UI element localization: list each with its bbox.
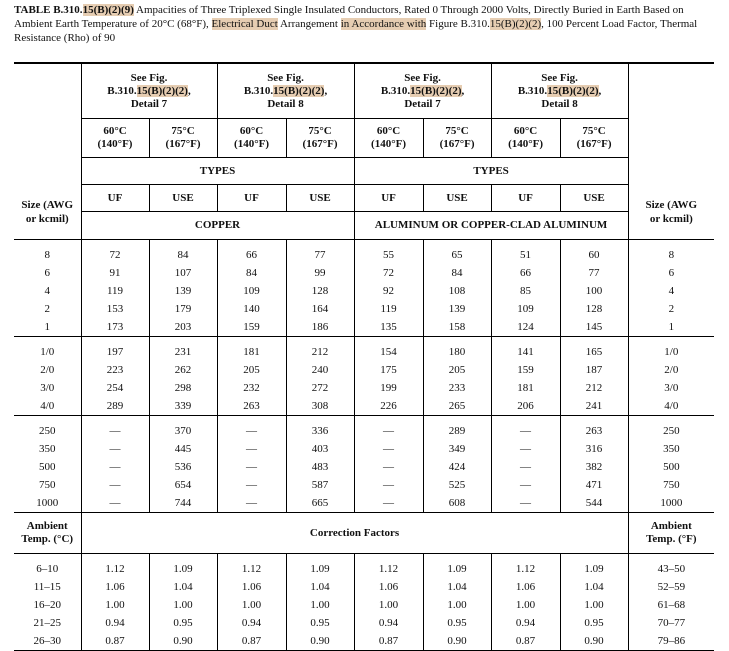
ampacity-cell: 212 xyxy=(560,379,628,397)
ampacity-cell: 1.09 xyxy=(560,560,628,578)
ampacity-cell: 0.94 xyxy=(354,614,423,632)
size-cell: 79–86 xyxy=(628,632,714,651)
size-cell: 61–68 xyxy=(657,598,686,611)
ampacity-cell: 206 xyxy=(491,397,560,416)
table-row xyxy=(14,246,714,264)
ampacity-cell: 349 xyxy=(423,440,491,458)
size-cell: 26–30 xyxy=(14,632,81,651)
ampacity-cell: 205 xyxy=(423,361,491,379)
ampacity-cell: 72 xyxy=(354,264,423,282)
header-blank xyxy=(628,63,714,119)
ampacity-cell: 66 xyxy=(217,246,286,264)
ampacity-cell: 51 xyxy=(491,246,560,264)
table-row xyxy=(14,300,714,318)
ampacity-cell: 84 xyxy=(423,264,491,282)
ampacity-cell: 1.00 xyxy=(286,596,354,614)
size-header-right: Size (AWG or kcmil) xyxy=(645,198,698,225)
table-row xyxy=(14,318,714,337)
table-number: TABLE B.310.15(B)(2)(9) xyxy=(14,4,134,16)
correction-factors-header: Correction Factors xyxy=(81,513,628,554)
ampacity-cell: 145 xyxy=(560,318,628,337)
ampacity-cell: 263 xyxy=(560,422,628,440)
ampacity-cell: 139 xyxy=(149,282,217,300)
ampacity-cell: 0.95 xyxy=(286,614,354,632)
ampacity-cell: — xyxy=(81,440,149,458)
ampacity-cell: 1.04 xyxy=(560,578,628,596)
ampacity-cell: 0.95 xyxy=(149,614,217,632)
table-row xyxy=(14,361,714,379)
ampacity-cell: — xyxy=(354,494,423,513)
ampacity-cell: 1.00 xyxy=(423,596,491,614)
ambient-right-2: Temp. (°F) xyxy=(646,533,697,545)
ampacity-cell: — xyxy=(354,440,423,458)
ampacity-cell: 1.04 xyxy=(423,578,491,596)
size-cell: 4/0 xyxy=(40,399,55,412)
ampacity-cell: — xyxy=(217,494,286,513)
ampacity-cell: 298 xyxy=(149,379,217,397)
ampacity-cell: 0.87 xyxy=(217,632,286,651)
type-uf: UF xyxy=(491,185,560,212)
fig-header: See Fig. B.310.15(B)(2)(2), Detail 7 xyxy=(354,63,491,119)
ampacity-cell: 197 xyxy=(81,343,149,361)
ampacity-cell: 175 xyxy=(354,361,423,379)
ampacity-cell: — xyxy=(354,422,423,440)
table-row xyxy=(14,264,714,282)
size-cell: 500 xyxy=(663,460,680,473)
highlight: Electrical Duct xyxy=(211,18,278,30)
ampacity-cell: — xyxy=(217,476,286,494)
ampacity-cell: — xyxy=(491,422,560,440)
ampacity-cell: — xyxy=(491,440,560,458)
size-cell: 1000 xyxy=(660,496,683,509)
size-cell: 750 xyxy=(663,478,680,491)
ampacity-cell: 1.00 xyxy=(217,596,286,614)
correction-row xyxy=(14,614,714,632)
ampacity-cell: — xyxy=(217,422,286,440)
ampacity-cell: — xyxy=(81,422,149,440)
size-cell: 1/0 xyxy=(40,345,55,358)
ampacity-cell: 0.95 xyxy=(560,614,628,632)
size-cell: 1 xyxy=(668,320,675,333)
size-cell: 350 xyxy=(39,442,56,455)
ampacity-cell: 0.87 xyxy=(491,632,560,651)
ampacity-cell: 544 xyxy=(560,494,628,513)
ampacity-cell: 203 xyxy=(149,318,217,337)
ampacity-cell: 289 xyxy=(81,397,149,416)
ampacity-cell: 471 xyxy=(560,476,628,494)
temp-header: 60°C (140°F) xyxy=(81,119,149,158)
table-caption: TABLE B.310.15(B)(2)(9) Ampacities of Three Triplexed Single Insulated Conductors, Rated 0 Through 2000 Volts, Directly Buried in Earth Based on Ambient Earth Temperature of 20°C (68°F), Electrical Duct Arrangement in Accordance with Figure B.310.15(B)(2)(2), 100 Percent Load Factor, Thermal Resistance (Rho) of 90 xyxy=(14,4,698,44)
ampacity-cell: 119 xyxy=(81,282,149,300)
ampacity-cell: 141 xyxy=(491,343,560,361)
ampacity-cell: 1.12 xyxy=(81,560,149,578)
table-row xyxy=(14,494,714,513)
size-cell: 250 xyxy=(39,424,56,437)
highlight: in Accordance with xyxy=(340,18,427,30)
ampacity-cell: 0.90 xyxy=(560,632,628,651)
size-cell: 6 xyxy=(668,266,675,279)
ampacity-cell: 339 xyxy=(149,397,217,416)
ampacity-cell: 72 xyxy=(81,246,149,264)
ampacity-cell: 84 xyxy=(217,264,286,282)
ampacity-cell: 254 xyxy=(81,379,149,397)
ampacity-cell: 135 xyxy=(354,318,423,337)
type-uf: UF xyxy=(354,185,423,212)
ampacity-cell: 336 xyxy=(286,422,354,440)
fig-header: See Fig. B.310.15(B)(2)(2), Detail 8 xyxy=(491,63,628,119)
header-blank xyxy=(14,119,81,158)
ampacity-cell: 179 xyxy=(149,300,217,318)
types-header: TYPES xyxy=(354,158,628,185)
ampacity-cell: 370 xyxy=(149,422,217,440)
ampacity-cell: — xyxy=(81,458,149,476)
highlight: 15(B)(2)(9) xyxy=(82,4,134,16)
ampacity-cell: 1.09 xyxy=(149,560,217,578)
ampacity-cell: 263 xyxy=(217,397,286,416)
size-cell: 750 xyxy=(39,478,56,491)
type-uf: UF xyxy=(81,185,149,212)
ampacity-cell: — xyxy=(491,476,560,494)
size-cell: 43–50 xyxy=(657,562,686,575)
ampacity-cell: 186 xyxy=(286,318,354,337)
ampacity-cell: 1.12 xyxy=(217,560,286,578)
ampacity-cell: 154 xyxy=(354,343,423,361)
ampacity-cell: 128 xyxy=(286,282,354,300)
ampacity-cell: 0.95 xyxy=(423,614,491,632)
ampacity-cell: 85 xyxy=(491,282,560,300)
size-cell: 2 xyxy=(44,302,50,315)
ampacity-cell: 744 xyxy=(149,494,217,513)
ampacity-cell: 107 xyxy=(149,264,217,282)
temp-header: 60°C (140°F) xyxy=(491,119,560,158)
ampacity-cell: 139 xyxy=(423,300,491,318)
size-cell: 52–59 xyxy=(657,580,686,593)
ampacity-cell: 1.12 xyxy=(491,560,560,578)
highlight: 15(B)(2)(2) xyxy=(489,18,542,30)
ampacity-cell: 205 xyxy=(217,361,286,379)
ambient-row xyxy=(14,513,714,554)
ampacity-cell: 262 xyxy=(149,361,217,379)
ampacity-cell: 140 xyxy=(217,300,286,318)
table-row xyxy=(14,343,714,361)
type-use: USE xyxy=(286,185,354,212)
ampacity-cell: 308 xyxy=(286,397,354,416)
ampacity-table xyxy=(14,62,714,651)
ampacity-cell: 158 xyxy=(423,318,491,337)
ampacity-cell: 99 xyxy=(286,264,354,282)
ambient-left-1: Ambient xyxy=(26,520,68,532)
ampacity-cell: 1.00 xyxy=(149,596,217,614)
ambient-left-2: Temp. (°C) xyxy=(21,533,74,545)
types-header: TYPES xyxy=(81,158,354,185)
size-cell: 1 xyxy=(44,320,50,333)
ampacity-cell: 608 xyxy=(423,494,491,513)
ampacity-cell: 1.09 xyxy=(423,560,491,578)
ampacity-cell: 223 xyxy=(81,361,149,379)
correction-row xyxy=(14,596,714,614)
ampacity-cell: 403 xyxy=(286,440,354,458)
ampacity-cell: 1.06 xyxy=(491,578,560,596)
ampacity-cell: 164 xyxy=(286,300,354,318)
ampacity-cell: 241 xyxy=(560,397,628,416)
ampacity-cell: — xyxy=(81,476,149,494)
size-cell: 70–77 xyxy=(657,616,686,629)
size-cell: 8 xyxy=(668,248,675,261)
ampacity-cell: 0.94 xyxy=(217,614,286,632)
ampacity-cell: 109 xyxy=(491,300,560,318)
ampacity-cell: 525 xyxy=(423,476,491,494)
ampacity-cell: — xyxy=(354,476,423,494)
ampacity-cell: 1.00 xyxy=(81,596,149,614)
type-use: USE xyxy=(560,185,628,212)
ampacity-cell: 1.06 xyxy=(217,578,286,596)
ampacity-cell: 159 xyxy=(217,318,286,337)
size-cell: 16–20 xyxy=(33,598,61,611)
ampacity-cell: 92 xyxy=(354,282,423,300)
ampacity-cell: 109 xyxy=(217,282,286,300)
ampacity-cell: 1.04 xyxy=(149,578,217,596)
ampacity-cell: 382 xyxy=(560,458,628,476)
ampacity-cell: 1.04 xyxy=(286,578,354,596)
ampacity-cell: 272 xyxy=(286,379,354,397)
ampacity-cell: 0.87 xyxy=(81,632,149,651)
ampacity-cell: 232 xyxy=(217,379,286,397)
table-row xyxy=(14,379,714,397)
ampacity-cell: — xyxy=(491,458,560,476)
header-blank xyxy=(14,63,81,119)
temp-header: 75°C (167°F) xyxy=(286,119,354,158)
ampacity-cell: 212 xyxy=(286,343,354,361)
temp-header: 75°C (167°F) xyxy=(423,119,491,158)
ampacity-cell: 0.87 xyxy=(354,632,423,651)
table-row xyxy=(14,476,714,494)
ampacity-cell: 55 xyxy=(354,246,423,264)
ampacity-cell: 165 xyxy=(560,343,628,361)
ampacity-cell: 66 xyxy=(491,264,560,282)
table-row xyxy=(14,422,714,440)
ampacity-cell: 654 xyxy=(149,476,217,494)
ampacity-cell: 265 xyxy=(423,397,491,416)
size-cell: 250 xyxy=(663,424,680,437)
size-cell: 8 xyxy=(44,248,50,261)
ampacity-cell: 65 xyxy=(423,246,491,264)
ampacity-cell: 108 xyxy=(423,282,491,300)
ampacity-cell: 1.06 xyxy=(81,578,149,596)
size-cell: 11–15 xyxy=(33,580,61,593)
ambient-right-header xyxy=(628,513,714,554)
correction-row xyxy=(14,560,714,578)
size-cell: 2 xyxy=(668,302,675,315)
temp-header: 60°C (140°F) xyxy=(354,119,423,158)
ampacity-cell: 91 xyxy=(81,264,149,282)
ampacity-cell: 60 xyxy=(560,246,628,264)
ampacity-cell: 445 xyxy=(149,440,217,458)
ampacity-cell: 128 xyxy=(560,300,628,318)
size-cell: 3/0 xyxy=(664,381,679,394)
ampacity-cell: 1.12 xyxy=(354,560,423,578)
ampacity-cell: 0.90 xyxy=(423,632,491,651)
ampacity-cell: 0.90 xyxy=(149,632,217,651)
size-header-left: Size (AWG or kcmil) xyxy=(21,198,74,225)
aluminum-header: ALUMINUM OR COPPER-CLAD ALUMINUM xyxy=(354,212,628,240)
ampacity-cell: 424 xyxy=(423,458,491,476)
size-cell: 3/0 xyxy=(40,381,55,394)
header-blank xyxy=(628,158,714,185)
size-cell: 4 xyxy=(44,284,50,297)
ampacity-cell: — xyxy=(217,440,286,458)
ampacity-cell: 226 xyxy=(354,397,423,416)
ampacity-cell: 173 xyxy=(81,318,149,337)
ampacity-cell: 77 xyxy=(286,246,354,264)
temp-header: 75°C (167°F) xyxy=(149,119,217,158)
temp-header: 60°C (140°F) xyxy=(217,119,286,158)
ampacity-cell: 289 xyxy=(423,422,491,440)
temp-header: 75°C (167°F) xyxy=(560,119,628,158)
ampacity-cell: 180 xyxy=(423,343,491,361)
ampacity-cell: — xyxy=(81,494,149,513)
ambient-left-header xyxy=(14,513,81,554)
ampacity-cell: 124 xyxy=(491,318,560,337)
size-cell: 1000 xyxy=(36,496,59,509)
ampacity-cell: 1.00 xyxy=(491,596,560,614)
ampacity-cell: 665 xyxy=(286,494,354,513)
ampacity-cell: 159 xyxy=(491,361,560,379)
header-blank xyxy=(628,119,714,158)
header-blank xyxy=(14,158,81,185)
copper-header: COPPER xyxy=(81,212,354,240)
size-cell: 350 xyxy=(663,442,680,455)
ampacity-cell: 316 xyxy=(560,440,628,458)
table-row xyxy=(14,397,714,416)
ampacity-cell: 119 xyxy=(354,300,423,318)
ampacity-cell: 231 xyxy=(149,343,217,361)
ampacity-cell: — xyxy=(354,458,423,476)
ampacity-cell: — xyxy=(217,458,286,476)
ampacity-cell: 587 xyxy=(286,476,354,494)
size-cell: 500 xyxy=(39,460,56,473)
ampacity-cell: 181 xyxy=(217,343,286,361)
ampacity-cell: 483 xyxy=(286,458,354,476)
size-cell: 1/0 xyxy=(664,345,679,358)
type-uf: UF xyxy=(217,185,286,212)
ampacity-cell: 0.90 xyxy=(286,632,354,651)
ampacity-cell: 187 xyxy=(560,361,628,379)
ampacity-cell: 77 xyxy=(560,264,628,282)
ampacity-cell: — xyxy=(491,494,560,513)
table-row xyxy=(14,282,714,300)
size-cell: 6–10 xyxy=(36,562,59,575)
ampacity-cell: 1.09 xyxy=(286,560,354,578)
ampacity-cell: 199 xyxy=(354,379,423,397)
size-cell: 6 xyxy=(44,266,50,279)
ampacity-cell: 1.00 xyxy=(560,596,628,614)
ampacity-cell: 181 xyxy=(491,379,560,397)
size-cell: 4/0 xyxy=(664,399,679,412)
ampacity-cell: 536 xyxy=(149,458,217,476)
size-cell: 4 xyxy=(668,284,675,297)
table-row xyxy=(14,440,714,458)
ambient-right-1: Ambient xyxy=(650,520,692,532)
size-cell: 2/0 xyxy=(664,363,679,376)
ampacity-cell: 1.06 xyxy=(354,578,423,596)
ampacity-cell: 233 xyxy=(423,379,491,397)
size-cell: 2/0 xyxy=(40,363,55,376)
ampacity-cell: 0.94 xyxy=(491,614,560,632)
ampacity-cell: 153 xyxy=(81,300,149,318)
fig-header: See Fig. B.310.15(B)(2)(2), Detail 7 xyxy=(81,63,217,119)
correction-row xyxy=(14,578,714,596)
type-use: USE xyxy=(423,185,491,212)
ampacity-cell: 0.94 xyxy=(81,614,149,632)
ampacity-cell: 1.00 xyxy=(354,596,423,614)
fig-header: See Fig. B.310.15(B)(2)(2), Detail 8 xyxy=(217,63,354,119)
size-cell: 21–25 xyxy=(33,616,61,629)
ampacity-cell: 240 xyxy=(286,361,354,379)
table-row xyxy=(14,458,714,476)
ampacity-cell: 84 xyxy=(149,246,217,264)
ampacity-cell: 100 xyxy=(560,282,628,300)
type-use: USE xyxy=(149,185,217,212)
